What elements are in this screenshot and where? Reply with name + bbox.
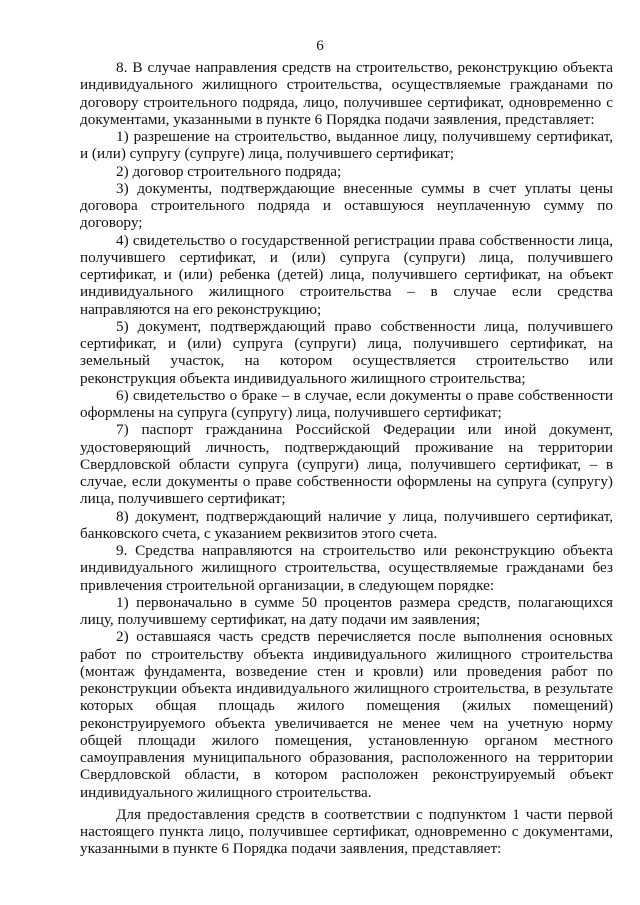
paragraph-8-item-5: 5) документ, подтверждающий право собственности лица, получившего сертификат, и (или) супруга (супруги) лица, получившего сертификат, на земельный участок, на котором осуществляется строительство или реконструкция объекта индивидуального жилищного строительства;	[80, 317, 613, 387]
paragraph-8-item-8: 8) документ, подтверждающий наличие у лица, получившего сертификат, банковского счета, с указанием реквизитов этого счета.	[80, 507, 613, 542]
paragraph-8-item-3: 3) документы, подтверждающие внесенные суммы в счет уплаты цены договора строительного подряда и оставшуюся неуплаченную сумму по договору;	[80, 179, 613, 232]
paragraph-8-item-4: 4) свидетельство о государственной регистрации права собственности лица, получившего сертификат, и (или) супруга (супруги) лица, получившего сертификат, и (или) ребенка (детей) лица, получившего сертификат, на объект индивидуального жилищного строительства – в случае если средства направляются на его реконструкцию;	[80, 231, 613, 318]
paragraph-8-item-2: 2) договор строительного подряда;	[116, 162, 342, 180]
paragraph-9-item-1: 1) первоначально в сумме 50 процентов размера средств, полагающихся лицу, получившему сертификат, на дату подачи им заявления;	[80, 593, 613, 628]
paragraph-8-item-6: 6) свидетельство о браке – в случае, если документы о праве собственности оформлены на супруга (супругу) лица, получившего сертификат;	[80, 386, 613, 421]
page-number: 6	[316, 38, 324, 54]
paragraph-9-item-2: 2) оставшаяся часть средств перечисляется после выполнения основных работ по строительству объекта индивидуального жилищного строительства (монтаж фундамента, возведение стен и кровли) или проведения работ по реконструкции объекта индивидуального жилищного строительства, в результате которых общая площадь жилого помещения (жилых помещений) реконструируемого объекта увеличивается не менее чем на учетную норму общей площади жилого помещения, установленную органом местного самоуправления муниципального образования, расположенного на территории Свердловской области, в котором расположен реконструируемый объект индивидуального жилищного строительства.	[80, 628, 613, 801]
paragraph-8-item-7: 7) паспорт гражданина Российской Федерации или иной документ, удостоверяющий личность, подтверждающий проживание на территории Свердловской области супруга (супруги) лица, получившего сертификат, – в случае, если документы о праве собственности оформлены на супруга (супругу) лица, получившего сертификат;	[80, 421, 613, 508]
paragraph-8: 8. В случае направления средств на строительство, реконструкцию объекта индивидуального жилищного строительства, осуществляемые гражданами по договору строительного подряда, лицо, получившее сертификат, одновременно с документами, указанными в пункте 6 Порядка подачи заявления, представляет:	[80, 59, 613, 128]
paragraph-8-item-1: 1) разрешение на строительство, выданное лицу, получившему сертификат, и (или) супругу (супруге) лица, получившего сертификат;	[80, 128, 613, 163]
document-body	[80, 59, 613, 858]
paragraph-9-closing: Для предоставления средств в соответствии с подпунктом 1 части первой настоящего пункта лицо, получившее сертификат, одновременно с документами, указанными в пункте 6 Порядка подачи заявления, представляет:	[80, 805, 613, 858]
paragraph-9: 9. Средства направляются на строительство или реконструкцию объекта индивидуального жилищного строительства, осуществляемые гражданами без привлечения строительной организации, в следующем порядке:	[80, 542, 613, 594]
